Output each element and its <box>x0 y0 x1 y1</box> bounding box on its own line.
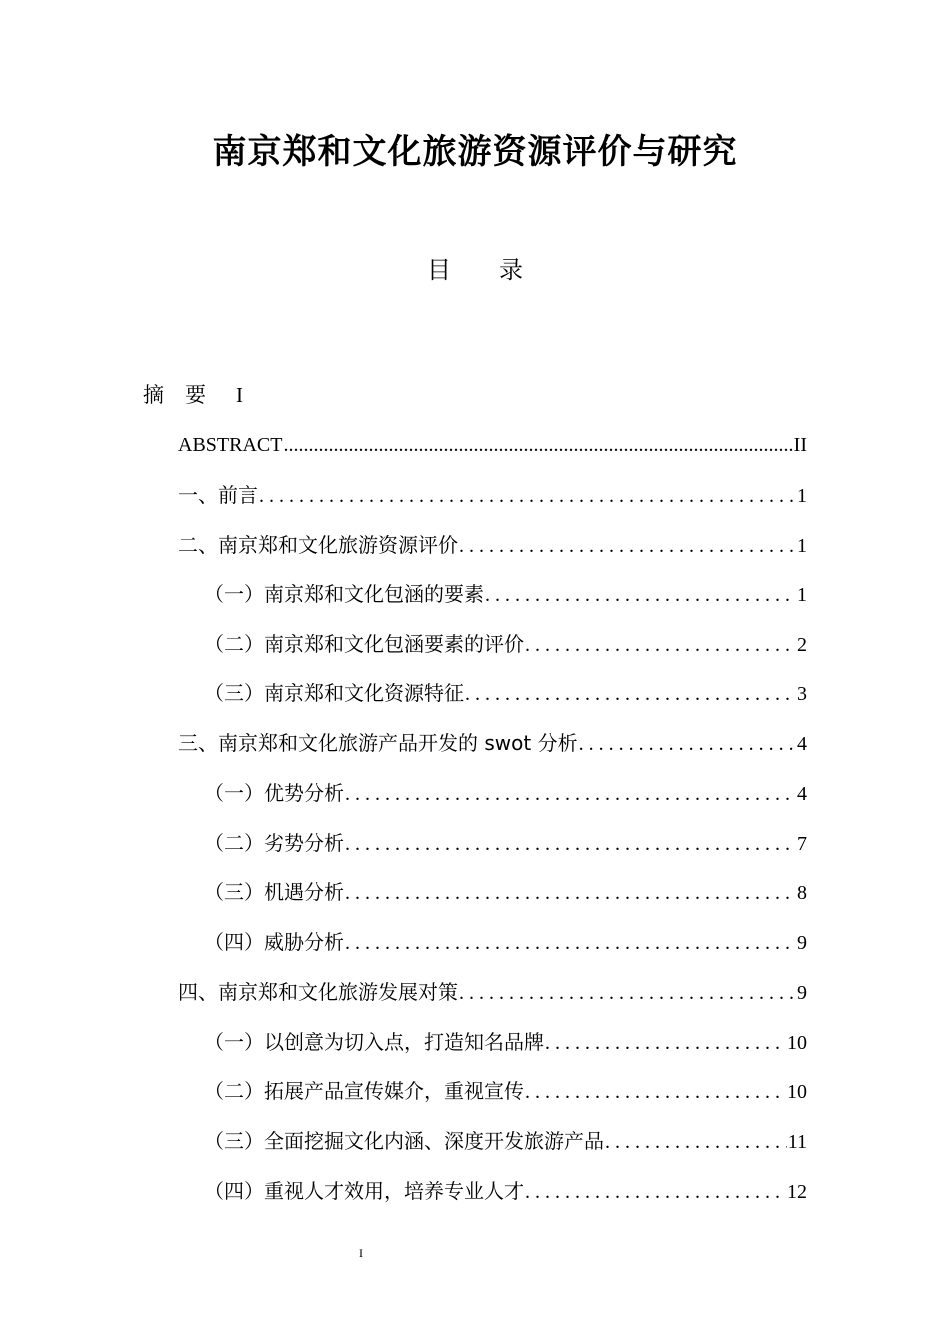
toc-entry-label: （一）南京郑和文化包涵的要素 <box>204 582 484 606</box>
document-title: 南京郑和文化旅游资源评价与研究 <box>212 132 738 172</box>
toc-leader-dots <box>605 1125 787 1159</box>
toc-entry-page-number: 10 <box>787 1032 807 1054</box>
toc-entry-page-number: 12 <box>787 1181 807 1203</box>
toc-leader-dots <box>283 428 792 462</box>
toc-entry-label: 四、南京郑和文化旅游发展对策 <box>178 980 458 1004</box>
toc-entry-label: （一）以创意为切入点，打造知名品牌 <box>204 1030 544 1054</box>
toc-entry-page-number: 7 <box>797 833 807 855</box>
toc-entry-section-3-1[interactable] <box>204 776 807 810</box>
toc-entry-chapter-4[interactable] <box>178 975 807 1009</box>
toc-entry-label: ABSTRACT <box>178 434 283 456</box>
toc-entry-label: 摘 要 <box>143 383 206 407</box>
toc-entry-label: （三）南京郑和文化资源特征 <box>204 681 464 705</box>
toc-entry-section-2-1[interactable] <box>204 577 807 611</box>
toc-leader-dots <box>525 1175 786 1209</box>
toc-leader-dots <box>459 529 796 563</box>
toc-leader-dots <box>259 479 796 513</box>
toc-leader-dots <box>525 628 796 662</box>
toc-leader-dots <box>579 727 796 761</box>
toc-entry-label: 二、南京郑和文化旅游资源评价 <box>178 533 458 557</box>
toc-entry-label: （一）优势分析 <box>204 781 344 805</box>
toc-entry-page-number: 9 <box>797 982 807 1004</box>
toc-leader-dots <box>345 926 796 960</box>
toc-entry-label: （四）重视人才效用，培养专业人才 <box>204 1179 524 1203</box>
toc-heading <box>0 252 950 288</box>
toc-entry-chapter-3[interactable] <box>178 726 807 760</box>
toc-entry-section-3-3[interactable] <box>204 875 807 909</box>
toc-leader-dots <box>459 976 796 1010</box>
toc-leader-dots <box>545 1026 786 1060</box>
toc-entry-page-number: 9 <box>797 932 807 954</box>
toc-entry-abstract[interactable] <box>178 428 807 462</box>
toc-heading-char-1: 目 <box>427 256 451 284</box>
toc-entry-page-number: 1 <box>797 584 807 606</box>
toc-leader-dots <box>345 777 796 811</box>
toc-entry-label: （二）南京郑和文化包涵要素的评价 <box>204 632 524 656</box>
toc-entry-page-number: 2 <box>797 634 807 656</box>
toc-heading-char-2: 录 <box>499 256 523 284</box>
toc-entry-label: （二）劣势分析 <box>204 831 344 855</box>
toc-entry-page-number: 8 <box>797 882 807 904</box>
toc-entry-section-4-4[interactable] <box>204 1174 807 1208</box>
toc-entry-page-number: 4 <box>797 783 807 805</box>
toc-entry-label: （三）全面挖掘文化内涵、深度开发旅游产品 <box>204 1129 604 1153</box>
toc-entry-chapter-2[interactable] <box>178 528 807 562</box>
toc-entry-section-4-2[interactable] <box>204 1074 807 1108</box>
toc-entry-page-number: II <box>793 434 807 456</box>
toc-entry-page-number: 10 <box>787 1081 807 1103</box>
toc-entry-section-3-2[interactable] <box>204 826 807 860</box>
toc-leader-dots <box>485 578 796 612</box>
footer-page-number: I <box>359 1246 363 1260</box>
toc-entry-label: 一、前言 <box>178 483 258 507</box>
toc-entry-abstract-cn[interactable] <box>143 380 243 410</box>
toc-entry-page-number: 1 <box>797 535 807 557</box>
toc-entry-section-2-3[interactable] <box>204 676 807 710</box>
toc-leader-dots <box>525 1075 786 1109</box>
toc-entry-section-4-1[interactable] <box>204 1025 807 1059</box>
toc-leader-dots <box>465 677 796 711</box>
toc-entry-label: （三）机遇分析 <box>204 880 344 904</box>
toc-leader-dots <box>345 827 796 861</box>
toc-entry-page-number: I <box>236 383 243 407</box>
toc-entry-section-4-3[interactable] <box>204 1124 807 1158</box>
toc-entry-label: （四）威胁分析 <box>204 930 344 954</box>
toc-entry-label: （二）拓展产品宣传媒介，重视宣传 <box>204 1079 524 1103</box>
toc-entry-label: 三、南京郑和文化旅游产品开发的 swot 分析 <box>178 731 578 755</box>
toc-entry-page-number: 4 <box>797 733 807 755</box>
toc-entry-page-number: 3 <box>797 683 807 705</box>
toc-entry-chapter-1[interactable] <box>178 478 807 512</box>
toc-leader-dots <box>345 876 796 910</box>
toc-entry-page-number: 1 <box>797 485 807 507</box>
toc-entry-section-3-4[interactable] <box>204 925 807 959</box>
toc-entry-page-number: 11 <box>787 1131 807 1153</box>
toc-entry-section-2-2[interactable] <box>204 627 807 661</box>
